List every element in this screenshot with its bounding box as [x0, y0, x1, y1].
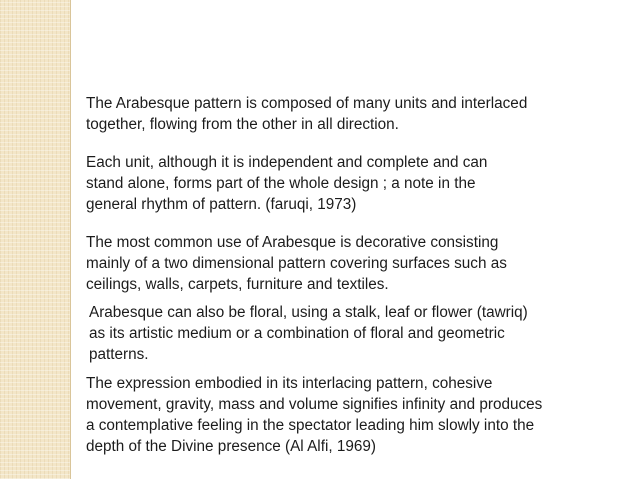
paragraph-expression-infinity: The expression embodied in its interlacing pattern, cohesive movement, gravity, mass and volume signifies infinity and produces a contemplative feeling in the spectator leading him slowly into the depth of the Divine presence (Al Alfi, 1969) — [86, 375, 543, 455]
paragraph-floral-arabesque: Arabesque can also be floral, using a stalk, leaf or flower (tawriq) as its artistic medium or a combination of floral and geometric patterns. — [89, 304, 528, 363]
paragraph-common-use: The most common use of Arabesque is decorative consisting mainly of a two dimensional pattern covering surfaces such as ceilings, walls, carpets, furniture and textiles. — [86, 234, 507, 293]
paragraph-unit-independence: Each unit, although it is independent and complete and can stand alone, forms part of the whole design ; a note in the general rhythm of pattern. (faruqi, 1973) — [86, 154, 488, 213]
paragraph-arabesque-composition: The Arabesque pattern is composed of many units and interlaced together, flowing from the other in all direction. — [86, 95, 528, 133]
